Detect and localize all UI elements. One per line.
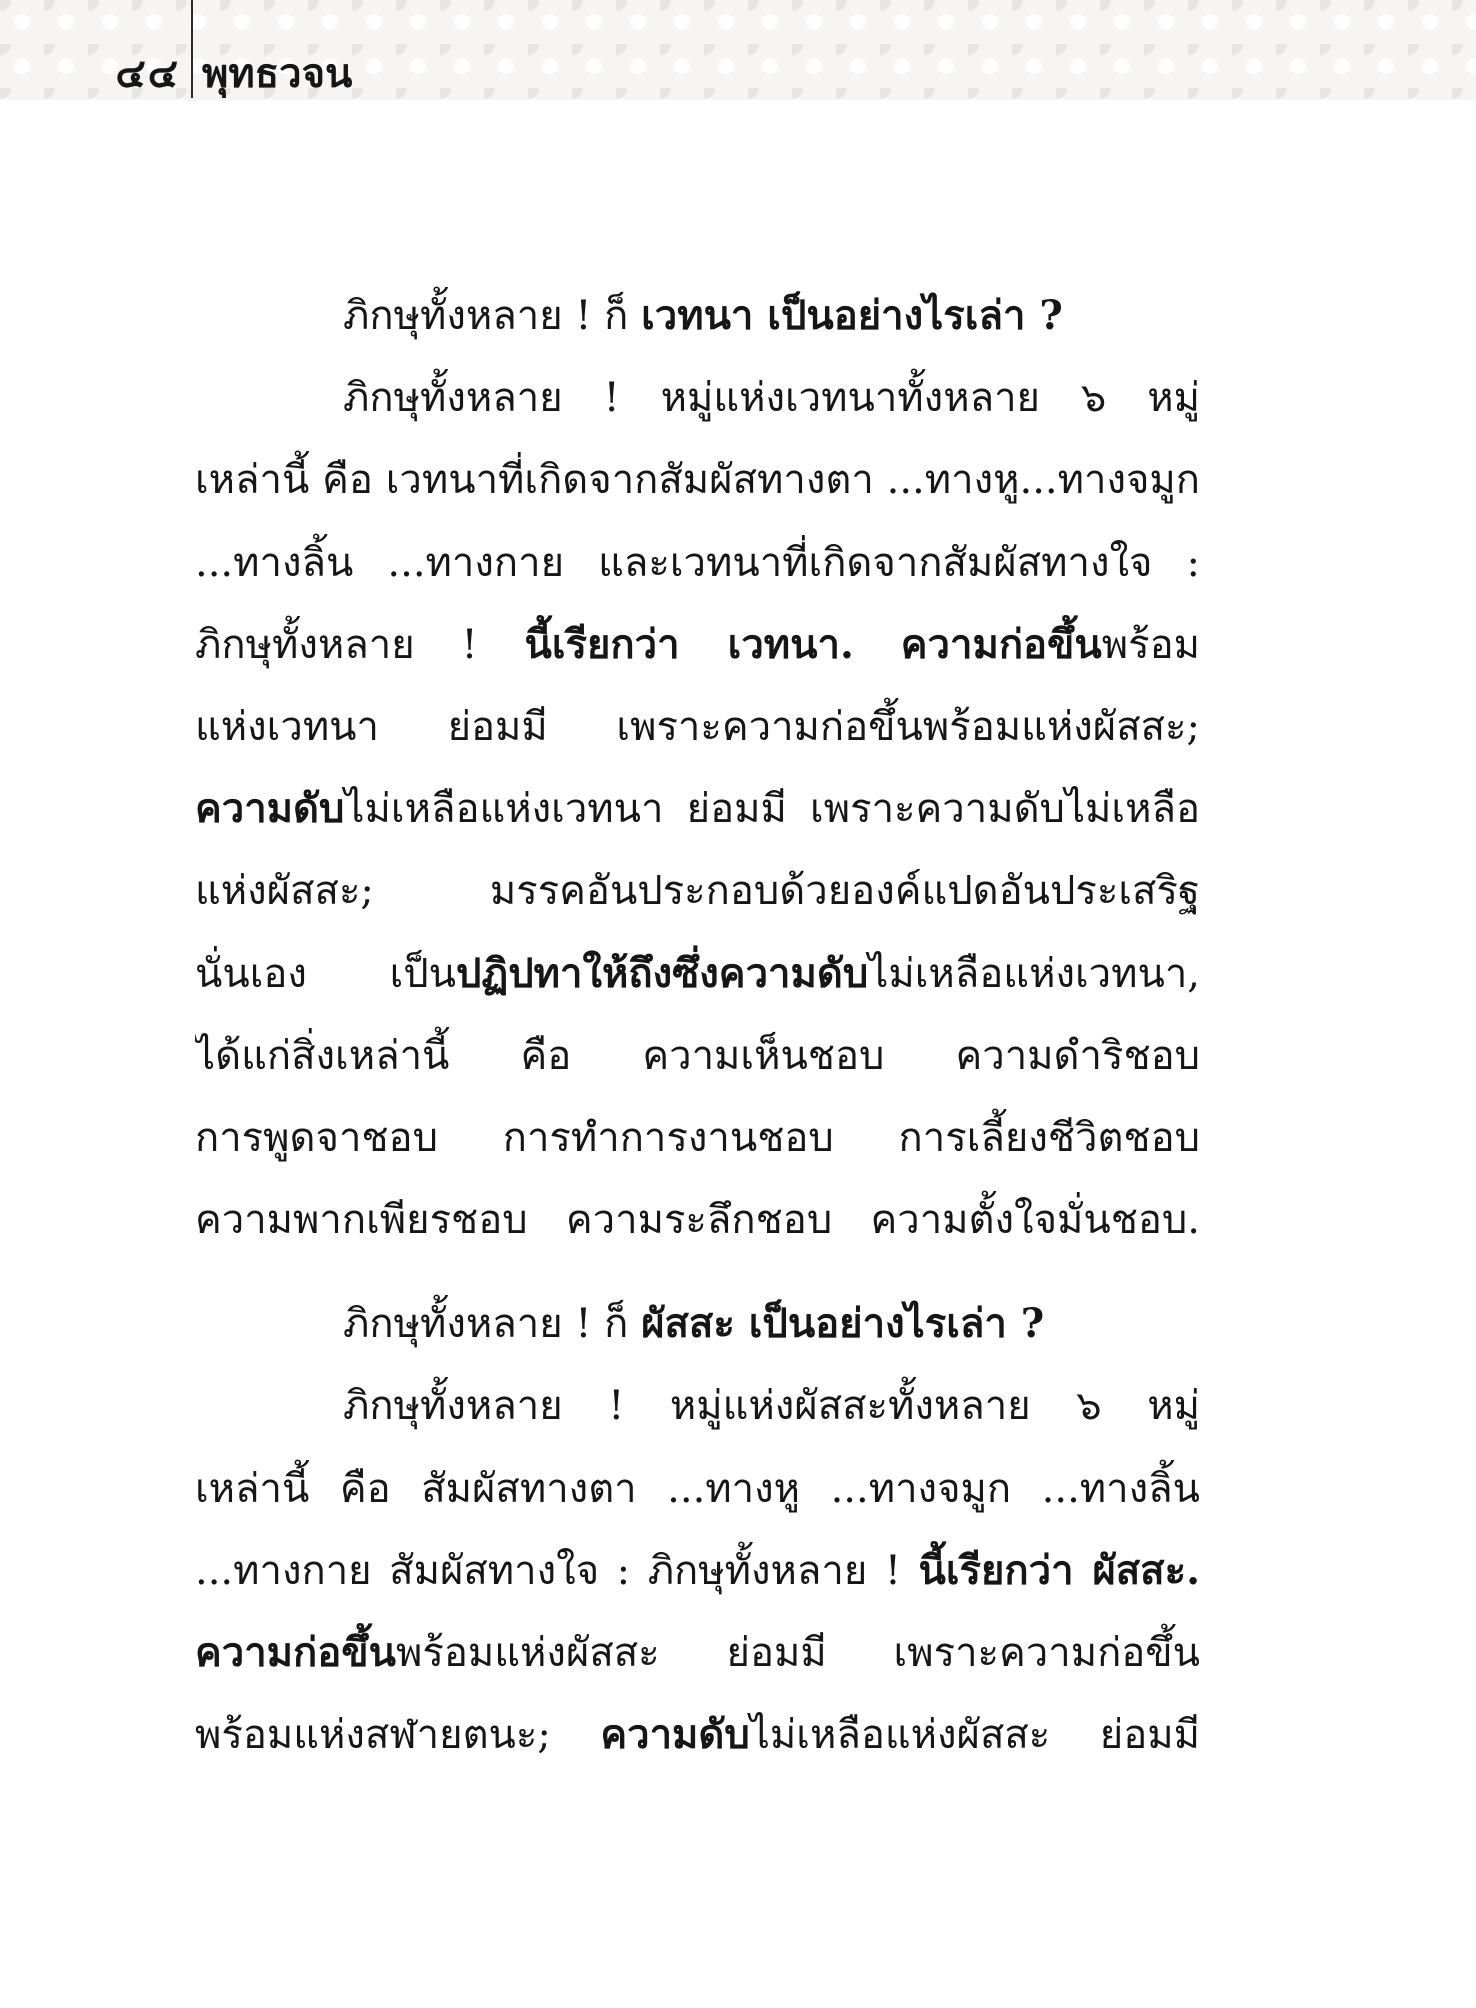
text-line <box>195 1530 1200 1612</box>
text-line <box>195 522 1200 604</box>
text-run: ...ทางลิ้น ...ทางกาย และเวทนาที่เกิดจากสัมผัสทางใจ : <box>195 539 1200 586</box>
text-line <box>195 850 1200 932</box>
bold-text-run: ปฏิปทาให้ถึงซึ่งความดับ <box>456 949 869 997</box>
text-run: การพูดจาชอบ การทำการงานชอบ การเลี้ยงชีวิตชอบ <box>195 1114 1200 1161</box>
bold-text-run: ความดับ <box>195 785 345 833</box>
text-line <box>195 1097 1200 1179</box>
running-title: พุทธวจน <box>202 50 353 97</box>
text-line <box>195 604 1200 686</box>
text-run: ไม่เหลือแห่งเวทนา, <box>868 950 1200 997</box>
text-run: พร้อมแห่งผัสสะ ย่อมมี เพราะความก่อขึ้น <box>395 1630 1200 1676</box>
paragraph-phassa-question <box>195 1283 1200 1365</box>
text-run: ไม่เหลือแห่งผัสสะ ย่อมมี <box>749 1712 1200 1759</box>
text-line <box>195 357 1200 439</box>
text-line <box>195 1694 1200 1776</box>
text-run: ได้แก่สิ่งเหล่านี้ คือ ความเห็นชอบ ความดำริชอบ <box>195 1032 1200 1079</box>
bold-text-run: ความก่อขึ้น <box>195 1629 396 1676</box>
text-line <box>195 275 1200 357</box>
text-run <box>854 622 901 668</box>
text-line <box>195 1283 1200 1365</box>
text-run: ภิกษุทั้งหลาย ! หมู่แห่งเวทนาทั้งหลาย ๖ หมู่ <box>343 375 1200 422</box>
header-divider <box>191 0 193 98</box>
bold-text-run: เวทนา เป็นอย่างไรเล่า ? <box>641 292 1063 339</box>
text-run: ภิกษุทั้งหลาย ! ก็ <box>343 1301 642 1348</box>
text-line <box>195 768 1200 850</box>
text-run: ความพากเพียรชอบ ความระลึกชอบ ความตั้งใจมั่นชอบ. <box>195 1197 1200 1244</box>
text-line <box>195 1448 1200 1530</box>
text-run: เหล่านี้ คือ เวทนาที่เกิดจากสัมผัสทางตา ...ทางหู...ทางจมูก <box>195 457 1200 504</box>
text-run: พร้อม <box>1101 621 1200 668</box>
paragraph-phassa-answer <box>195 1365 1200 1776</box>
text-run: ภิกษุทั้งหลาย ! <box>195 621 525 668</box>
paragraph-vedana-question <box>195 275 1200 357</box>
text-run: ภิกษุทั้งหลาย ! ก็ <box>343 293 642 339</box>
paragraph-vedana-answer <box>195 357 1200 1261</box>
bold-text-run: นี้เรียกว่า เวทนา. <box>524 620 854 668</box>
text-run: แห่งเวทนา ย่อมมี เพราะความก่อขึ้นพร้อมแห่งผัสสะ; <box>195 703 1200 750</box>
text-line <box>195 1179 1200 1261</box>
text-line <box>195 686 1200 768</box>
text-run: ภิกษุทั้งหลาย ! หมู่แห่งผัสสะทั้งหลาย ๖ หมู่ <box>343 1383 1200 1430</box>
bold-text-run: ผัสสะ เป็นอย่างไรเล่า ? <box>641 1300 1045 1348</box>
page-number: ๔๔ <box>115 50 180 97</box>
text-run: ไม่เหลือแห่งเวทนา ย่อมมี เพราะความดับไม่เหลือ <box>344 786 1200 833</box>
text-line <box>195 1612 1200 1694</box>
text-line <box>195 439 1200 521</box>
text-run: ...ทางกาย สัมผัสทางใจ : ภิกษุทั้งหลาย ! <box>195 1547 919 1594</box>
text-run: พร้อมแห่งสฬายตนะ; <box>195 1712 601 1759</box>
body-text <box>195 275 1200 1776</box>
text-line <box>195 933 1200 1015</box>
paragraph-gap <box>195 1261 1200 1283</box>
text-line <box>195 1365 1200 1447</box>
text-line <box>195 1015 1200 1097</box>
bold-text-run: นี้เรียกว่า ผัสสะ. <box>918 1546 1200 1594</box>
text-run: นั่นเอง เป็น <box>195 950 457 997</box>
bold-text-run: ความดับ <box>600 1711 750 1759</box>
bold-text-run: ความก่อขึ้น <box>900 620 1102 668</box>
text-run: แห่งผัสสะ; มรรคอันประกอบด้วยองค์แปดอันประเสริฐ <box>195 868 1200 915</box>
text-run: เหล่านี้ คือ สัมผัสทางตา ...ทางหู ...ทางจมูก ...ทางลิ้น <box>195 1465 1200 1512</box>
